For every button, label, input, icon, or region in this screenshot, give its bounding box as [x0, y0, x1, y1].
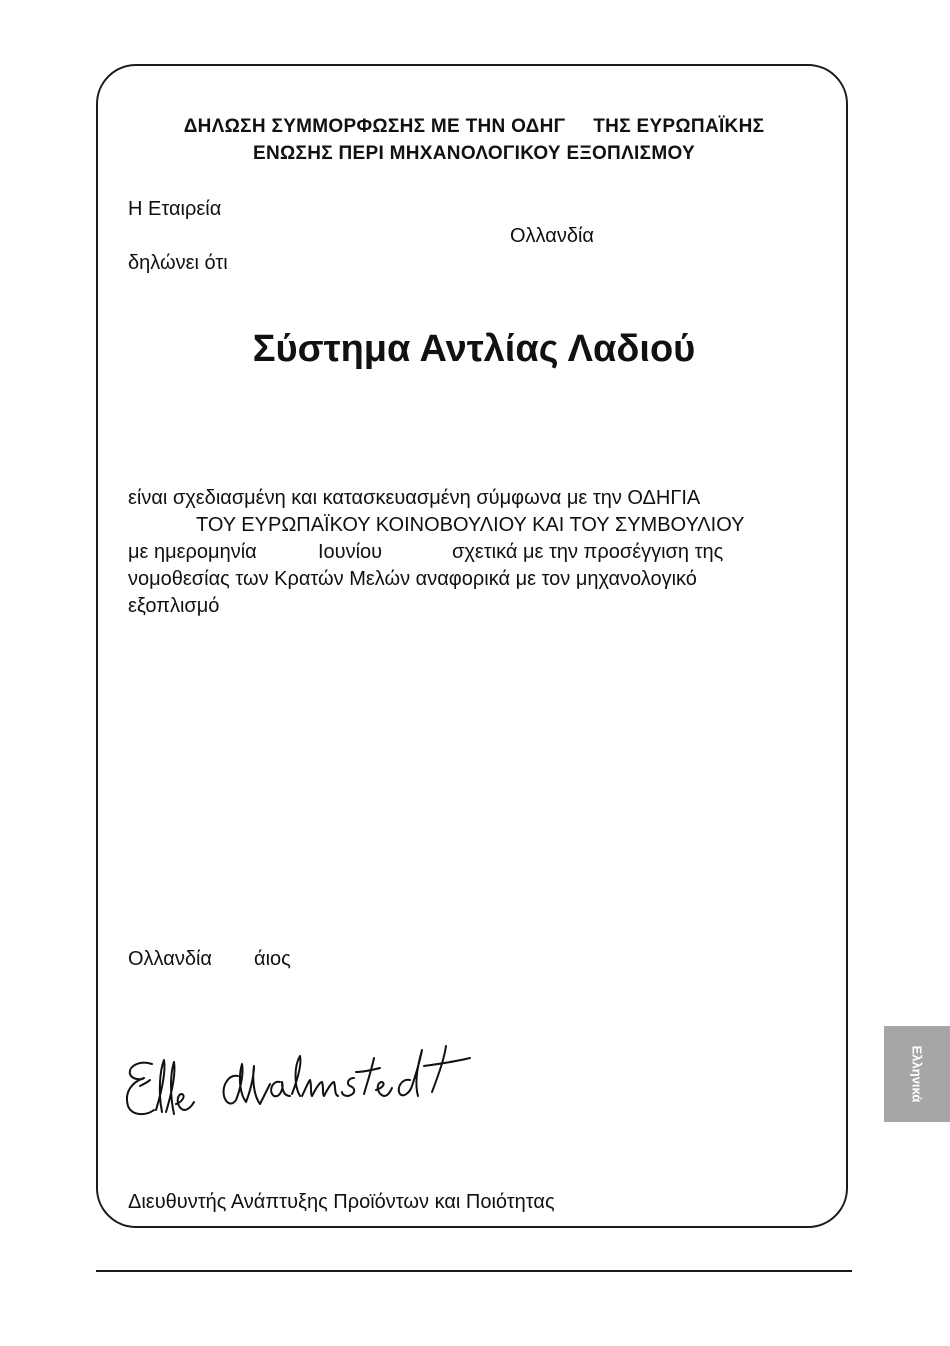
compliance-month: Ιουνίου [318, 541, 383, 563]
page-bottom-rule [96, 1270, 852, 1272]
company-intro: Η Εταιρεία [128, 198, 222, 220]
declaration-title-line2: ΕΝΩΣΗΣ ΠΕΡΙ ΜΗΧΑΝΟΛΟΓΙΚΟΥ ΕΞΟΠΛΙΣΜΟΥ [253, 143, 695, 164]
handwritten-signature [120, 1030, 500, 1130]
compliance-date-label: με ημερομηνία [128, 541, 257, 563]
place-text: Ολλανδία [128, 948, 212, 970]
declares-text: δηλώνει ότι [128, 252, 228, 274]
language-tab-label: Ελληνικά [909, 1045, 925, 1103]
compliance-line2: ΤΟΥ ΕΥΡΩΠΑΪΚΟΥ ΚΟΙΝΟΒΟΥΛΙΟΥ ΚΑΙ ΤΟΥ ΣΥΜΒΟΥΛΙΟΥ [196, 514, 745, 536]
compliance-line5: εξοπλισμό [128, 595, 220, 617]
product-name: Σύστημα Αντλίας Λαδιού [252, 328, 696, 370]
language-tab[interactable] [884, 1026, 950, 1122]
signatory-title: Διευθυντής Ανάπτυξης Προϊόντων και Ποιότητας [128, 1191, 555, 1213]
compliance-line1: είναι σχεδιασμένη και κατασκευασμένη σύμφωνα με την ΟΔΗΓΙΑ [128, 487, 701, 509]
compliance-line4: νομοθεσίας των Κρατών Μελών αναφορικά με τον μηχανολογικό [128, 568, 697, 590]
declaration-title-line1: ΔΗΛΩΣΗ ΣΥΜΜΟΡΦΩΣΗΣ ΜΕ ΤΗΝ ΟΔΗΓ ΤΗΣ ΕΥΡΩΠΑΪΚΗΣ [183, 116, 765, 137]
company-country: Ολλανδία [510, 225, 594, 247]
compliance-line3-rest: σχετικά με την προσέγγιση της [452, 541, 724, 563]
date-month-text: άιος [254, 948, 291, 970]
